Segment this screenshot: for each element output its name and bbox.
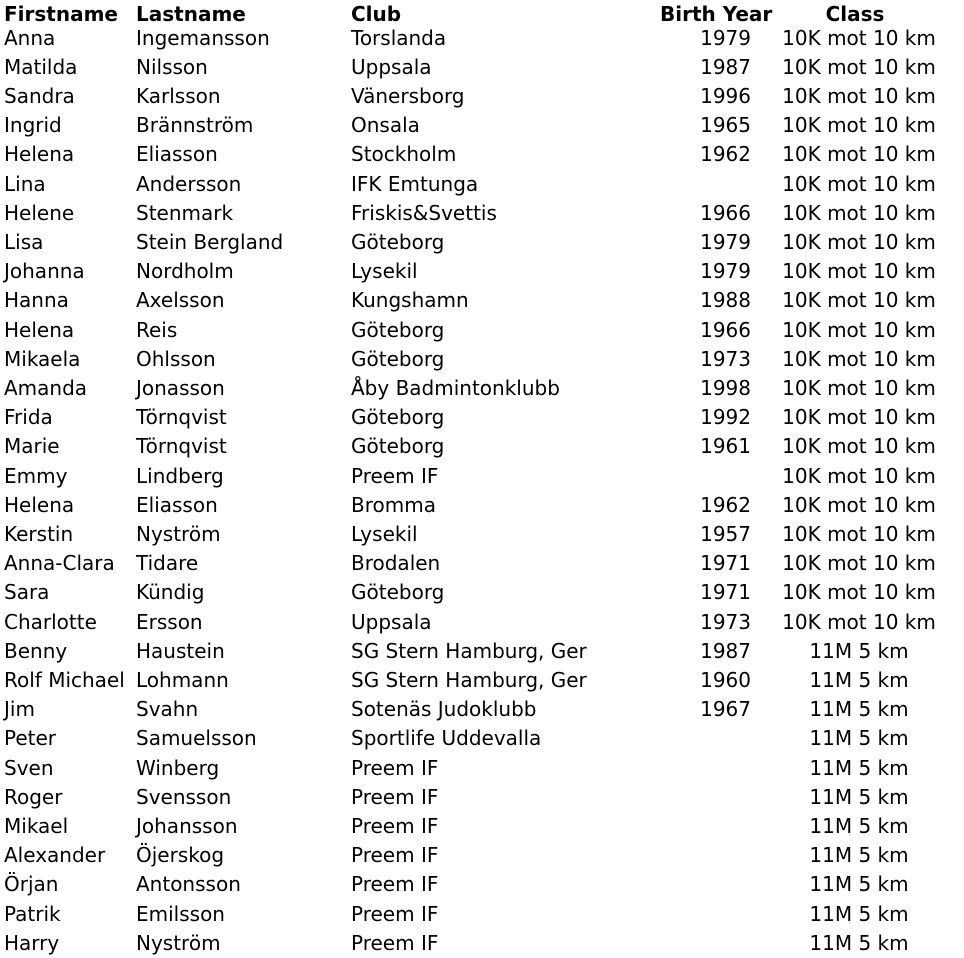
table-row <box>0 491 960 520</box>
cell-birth-year: 1966 <box>700 200 751 225</box>
cell-lastname: Tidare <box>136 551 199 576</box>
cell-class: 10K mot 10 km <box>782 580 936 605</box>
cell-class: 11M 5 km <box>809 784 909 809</box>
cell-firstname: Anna <box>4 25 56 50</box>
cell-class: 11M 5 km <box>809 667 909 692</box>
cell-club: Sotenäs Judoklubb <box>351 697 537 722</box>
cell-birth-year: 1960 <box>700 667 751 692</box>
table-row <box>0 783 960 812</box>
cell-lastname: Stenmark <box>136 200 234 225</box>
cell-firstname: Frida <box>4 405 53 430</box>
cell-lastname: Axelsson <box>136 288 225 313</box>
cell-club: Uppsala <box>351 609 432 634</box>
cell-club: IFK Emtunga <box>351 171 479 196</box>
table-row <box>0 637 960 666</box>
cell-club: Preem IF <box>351 843 439 868</box>
cell-class: 11M 5 km <box>809 872 909 897</box>
cell-club: Bromma <box>351 492 436 517</box>
cell-birth-year: 1996 <box>700 83 751 108</box>
cell-club: Göteborg <box>351 434 445 459</box>
cell-class: 10K mot 10 km <box>782 405 936 430</box>
cell-lastname: Törnqvist <box>136 405 227 430</box>
cell-class: 11M 5 km <box>809 930 909 955</box>
cell-lastname: Svahn <box>136 697 199 722</box>
cell-birth-year: 1979 <box>700 229 751 254</box>
cell-club: Torslanda <box>351 25 447 50</box>
cell-firstname: Sara <box>4 580 50 605</box>
cell-lastname: Johansson <box>136 813 238 838</box>
cell-club: SG Stern Hamburg, Ger <box>351 638 587 663</box>
cell-birth-year: 1962 <box>700 142 751 167</box>
cell-class: 10K mot 10 km <box>782 113 936 138</box>
cell-birth-year: 1962 <box>700 492 751 517</box>
cell-firstname: Helene <box>4 200 75 225</box>
cell-firstname: Sandra <box>4 83 75 108</box>
cell-firstname: Peter <box>4 726 57 751</box>
cell-birth-year: 1987 <box>700 54 751 79</box>
table-row <box>0 578 960 607</box>
cell-birth-year: 1988 <box>700 288 751 313</box>
cell-lastname: Brännström <box>136 113 254 138</box>
cell-firstname: Kerstin <box>4 521 74 546</box>
cell-lastname: Nyström <box>136 521 221 546</box>
cell-class: 10K mot 10 km <box>782 551 936 576</box>
cell-lastname: Stein Bergland <box>136 229 284 254</box>
table-row <box>0 199 960 228</box>
cell-club: Onsala <box>351 113 420 138</box>
cell-birth-year <box>660 754 751 783</box>
header-firstname: Firstname <box>4 2 118 26</box>
cell-class: 10K mot 10 km <box>782 54 936 79</box>
table-row <box>0 549 960 578</box>
cell-lastname: Ersson <box>136 609 203 634</box>
cell-club: Göteborg <box>351 346 445 371</box>
table-row <box>0 228 960 257</box>
cell-firstname: Helena <box>4 317 75 342</box>
cell-class: 11M 5 km <box>809 726 909 751</box>
table-row <box>0 24 960 53</box>
cell-class: 11M 5 km <box>809 843 909 868</box>
cell-birth-year <box>660 783 751 812</box>
cell-firstname: Mikaela <box>4 346 81 371</box>
cell-club: Brodalen <box>351 551 441 576</box>
cell-lastname: Samuelsson <box>136 726 257 751</box>
cell-class: 10K mot 10 km <box>782 171 936 196</box>
cell-birth-year: 1979 <box>700 25 751 50</box>
cell-firstname: Charlotte <box>4 609 97 634</box>
table-row <box>0 608 960 637</box>
cell-lastname: Svensson <box>136 784 232 809</box>
cell-class: 10K mot 10 km <box>782 492 936 517</box>
cell-club: Preem IF <box>351 784 439 809</box>
cell-club: Preem IF <box>351 901 439 926</box>
cell-club: Preem IF <box>351 872 439 897</box>
cell-lastname: Nordholm <box>136 259 234 284</box>
cell-club: Göteborg <box>351 580 445 605</box>
cell-birth-year: 1961 <box>700 434 751 459</box>
table-row <box>0 695 960 724</box>
cell-firstname: Harry <box>4 930 60 955</box>
table-row <box>0 316 960 345</box>
cell-class: 11M 5 km <box>809 755 909 780</box>
cell-birth-year: 1992 <box>700 405 751 430</box>
cell-club: Göteborg <box>351 405 445 430</box>
cell-class: 10K mot 10 km <box>782 346 936 371</box>
table-row <box>0 666 960 695</box>
cell-class: 11M 5 km <box>809 813 909 838</box>
cell-club: Lysekil <box>351 521 418 546</box>
table-row <box>0 82 960 111</box>
cell-firstname: Roger <box>4 784 63 809</box>
table-row <box>0 432 960 461</box>
cell-lastname: Törnqvist <box>136 434 227 459</box>
cell-firstname: Helena <box>4 142 75 167</box>
cell-class: 11M 5 km <box>809 638 909 663</box>
cell-club: Vänersborg <box>351 83 465 108</box>
cell-firstname: Marie <box>4 434 60 459</box>
cell-lastname: Jonasson <box>136 375 225 400</box>
table-row <box>0 286 960 315</box>
cell-firstname: Lisa <box>4 229 44 254</box>
cell-lastname: Lohmann <box>136 667 229 692</box>
cell-class: 10K mot 10 km <box>782 229 936 254</box>
cell-class: 10K mot 10 km <box>782 463 936 488</box>
cell-class: 10K mot 10 km <box>782 259 936 284</box>
cell-class: 10K mot 10 km <box>782 200 936 225</box>
cell-lastname: Antonsson <box>136 872 241 897</box>
cell-lastname: Eliasson <box>136 142 218 167</box>
cell-birth-year <box>660 170 751 199</box>
cell-birth-year <box>660 812 751 841</box>
table-row <box>0 812 960 841</box>
cell-lastname: Emilsson <box>136 901 225 926</box>
cell-birth-year: 1965 <box>700 113 751 138</box>
table-row <box>0 257 960 286</box>
cell-birth-year <box>660 462 751 491</box>
header-class: Class <box>825 2 885 26</box>
cell-birth-year: 1973 <box>700 609 751 634</box>
cell-lastname: Haustein <box>136 638 225 663</box>
cell-lastname: Karlsson <box>136 83 221 108</box>
cell-club: Preem IF <box>351 930 439 955</box>
cell-firstname: Lina <box>4 171 46 196</box>
table-row <box>0 111 960 140</box>
cell-class: 10K mot 10 km <box>782 288 936 313</box>
cell-class: 11M 5 km <box>809 901 909 926</box>
cell-birth-year: 1967 <box>700 697 751 722</box>
cell-birth-year: 1966 <box>700 317 751 342</box>
cell-club: Kungshamn <box>351 288 469 313</box>
cell-firstname: Anna-Clara <box>4 551 115 576</box>
cell-club: Stockholm <box>351 142 457 167</box>
cell-lastname: Nilsson <box>136 54 208 79</box>
cell-club: Sportlife Uddevalla <box>351 726 542 751</box>
cell-lastname: Reis <box>136 317 178 342</box>
table-row <box>0 520 960 549</box>
cell-club: Göteborg <box>351 317 445 342</box>
cell-lastname: Lindberg <box>136 463 224 488</box>
cell-lastname: Nyström <box>136 930 221 955</box>
cell-class: 10K mot 10 km <box>782 317 936 342</box>
cell-class: 10K mot 10 km <box>782 83 936 108</box>
cell-birth-year: 1998 <box>700 375 751 400</box>
cell-birth-year <box>660 841 751 870</box>
cell-birth-year <box>660 724 751 753</box>
cell-club: SG Stern Hamburg, Ger <box>351 667 587 692</box>
cell-club: Preem IF <box>351 755 439 780</box>
cell-lastname: Öjerskog <box>136 843 225 868</box>
cell-class: 10K mot 10 km <box>782 521 936 546</box>
cell-class: 10K mot 10 km <box>782 434 936 459</box>
cell-lastname: Ohlsson <box>136 346 216 371</box>
table-row <box>0 462 960 491</box>
cell-lastname: Kündig <box>136 580 205 605</box>
cell-firstname: Matilda <box>4 54 78 79</box>
table-row <box>0 870 960 899</box>
table-row <box>0 929 960 958</box>
cell-club: Uppsala <box>351 54 432 79</box>
cell-lastname: Winberg <box>136 755 220 780</box>
cell-firstname: Mikael <box>4 813 69 838</box>
cell-firstname: Patrik <box>4 901 61 926</box>
cell-birth-year <box>660 870 751 899</box>
table-row <box>0 53 960 82</box>
cell-birth-year <box>660 900 751 929</box>
cell-firstname: Benny <box>4 638 68 663</box>
table-row <box>0 374 960 403</box>
header-lastname: Lastname <box>136 2 246 26</box>
cell-class: 10K mot 10 km <box>782 375 936 400</box>
cell-birth-year: 1957 <box>700 521 751 546</box>
cell-birth-year: 1979 <box>700 259 751 284</box>
cell-birth-year: 1987 <box>700 638 751 663</box>
table-row <box>0 841 960 870</box>
table-row <box>0 900 960 929</box>
table-row <box>0 140 960 169</box>
cell-firstname: Alexander <box>4 843 106 868</box>
cell-club: Lysekil <box>351 259 418 284</box>
cell-birth-year: 1973 <box>700 346 751 371</box>
cell-lastname: Ingemansson <box>136 25 270 50</box>
cell-birth-year: 1971 <box>700 551 751 576</box>
cell-firstname: Helena <box>4 492 75 517</box>
header-club: Club <box>351 2 402 26</box>
cell-firstname: Sven <box>4 755 54 780</box>
cell-firstname: Emmy <box>4 463 68 488</box>
cell-firstname: Hanna <box>4 288 69 313</box>
table-row <box>0 345 960 374</box>
cell-firstname: Johanna <box>4 259 85 284</box>
table-row <box>0 724 960 753</box>
cell-firstname: Rolf Michael <box>4 667 125 692</box>
cell-firstname: Jim <box>4 697 35 722</box>
cell-club: Göteborg <box>351 229 445 254</box>
header-birth-year: Birth Year <box>660 2 773 26</box>
cell-lastname: Eliasson <box>136 492 218 517</box>
table-row <box>0 754 960 783</box>
cell-club: Preem IF <box>351 463 439 488</box>
cell-class: 10K mot 10 km <box>782 25 936 50</box>
cell-birth-year <box>660 929 751 958</box>
table-row <box>0 170 960 199</box>
cell-lastname: Andersson <box>136 171 242 196</box>
cell-club: Friskis&Svettis <box>351 200 497 225</box>
table-row <box>0 403 960 432</box>
cell-birth-year: 1971 <box>700 580 751 605</box>
cell-firstname: Ingrid <box>4 113 62 138</box>
cell-class: 10K mot 10 km <box>782 142 936 167</box>
cell-club: Preem IF <box>351 813 439 838</box>
cell-class: 10K mot 10 km <box>782 609 936 634</box>
cell-firstname: Örjan <box>4 872 59 897</box>
cell-class: 11M 5 km <box>809 697 909 722</box>
cell-firstname: Amanda <box>4 375 88 400</box>
cell-club: Åby Badmintonklubb <box>351 375 560 400</box>
